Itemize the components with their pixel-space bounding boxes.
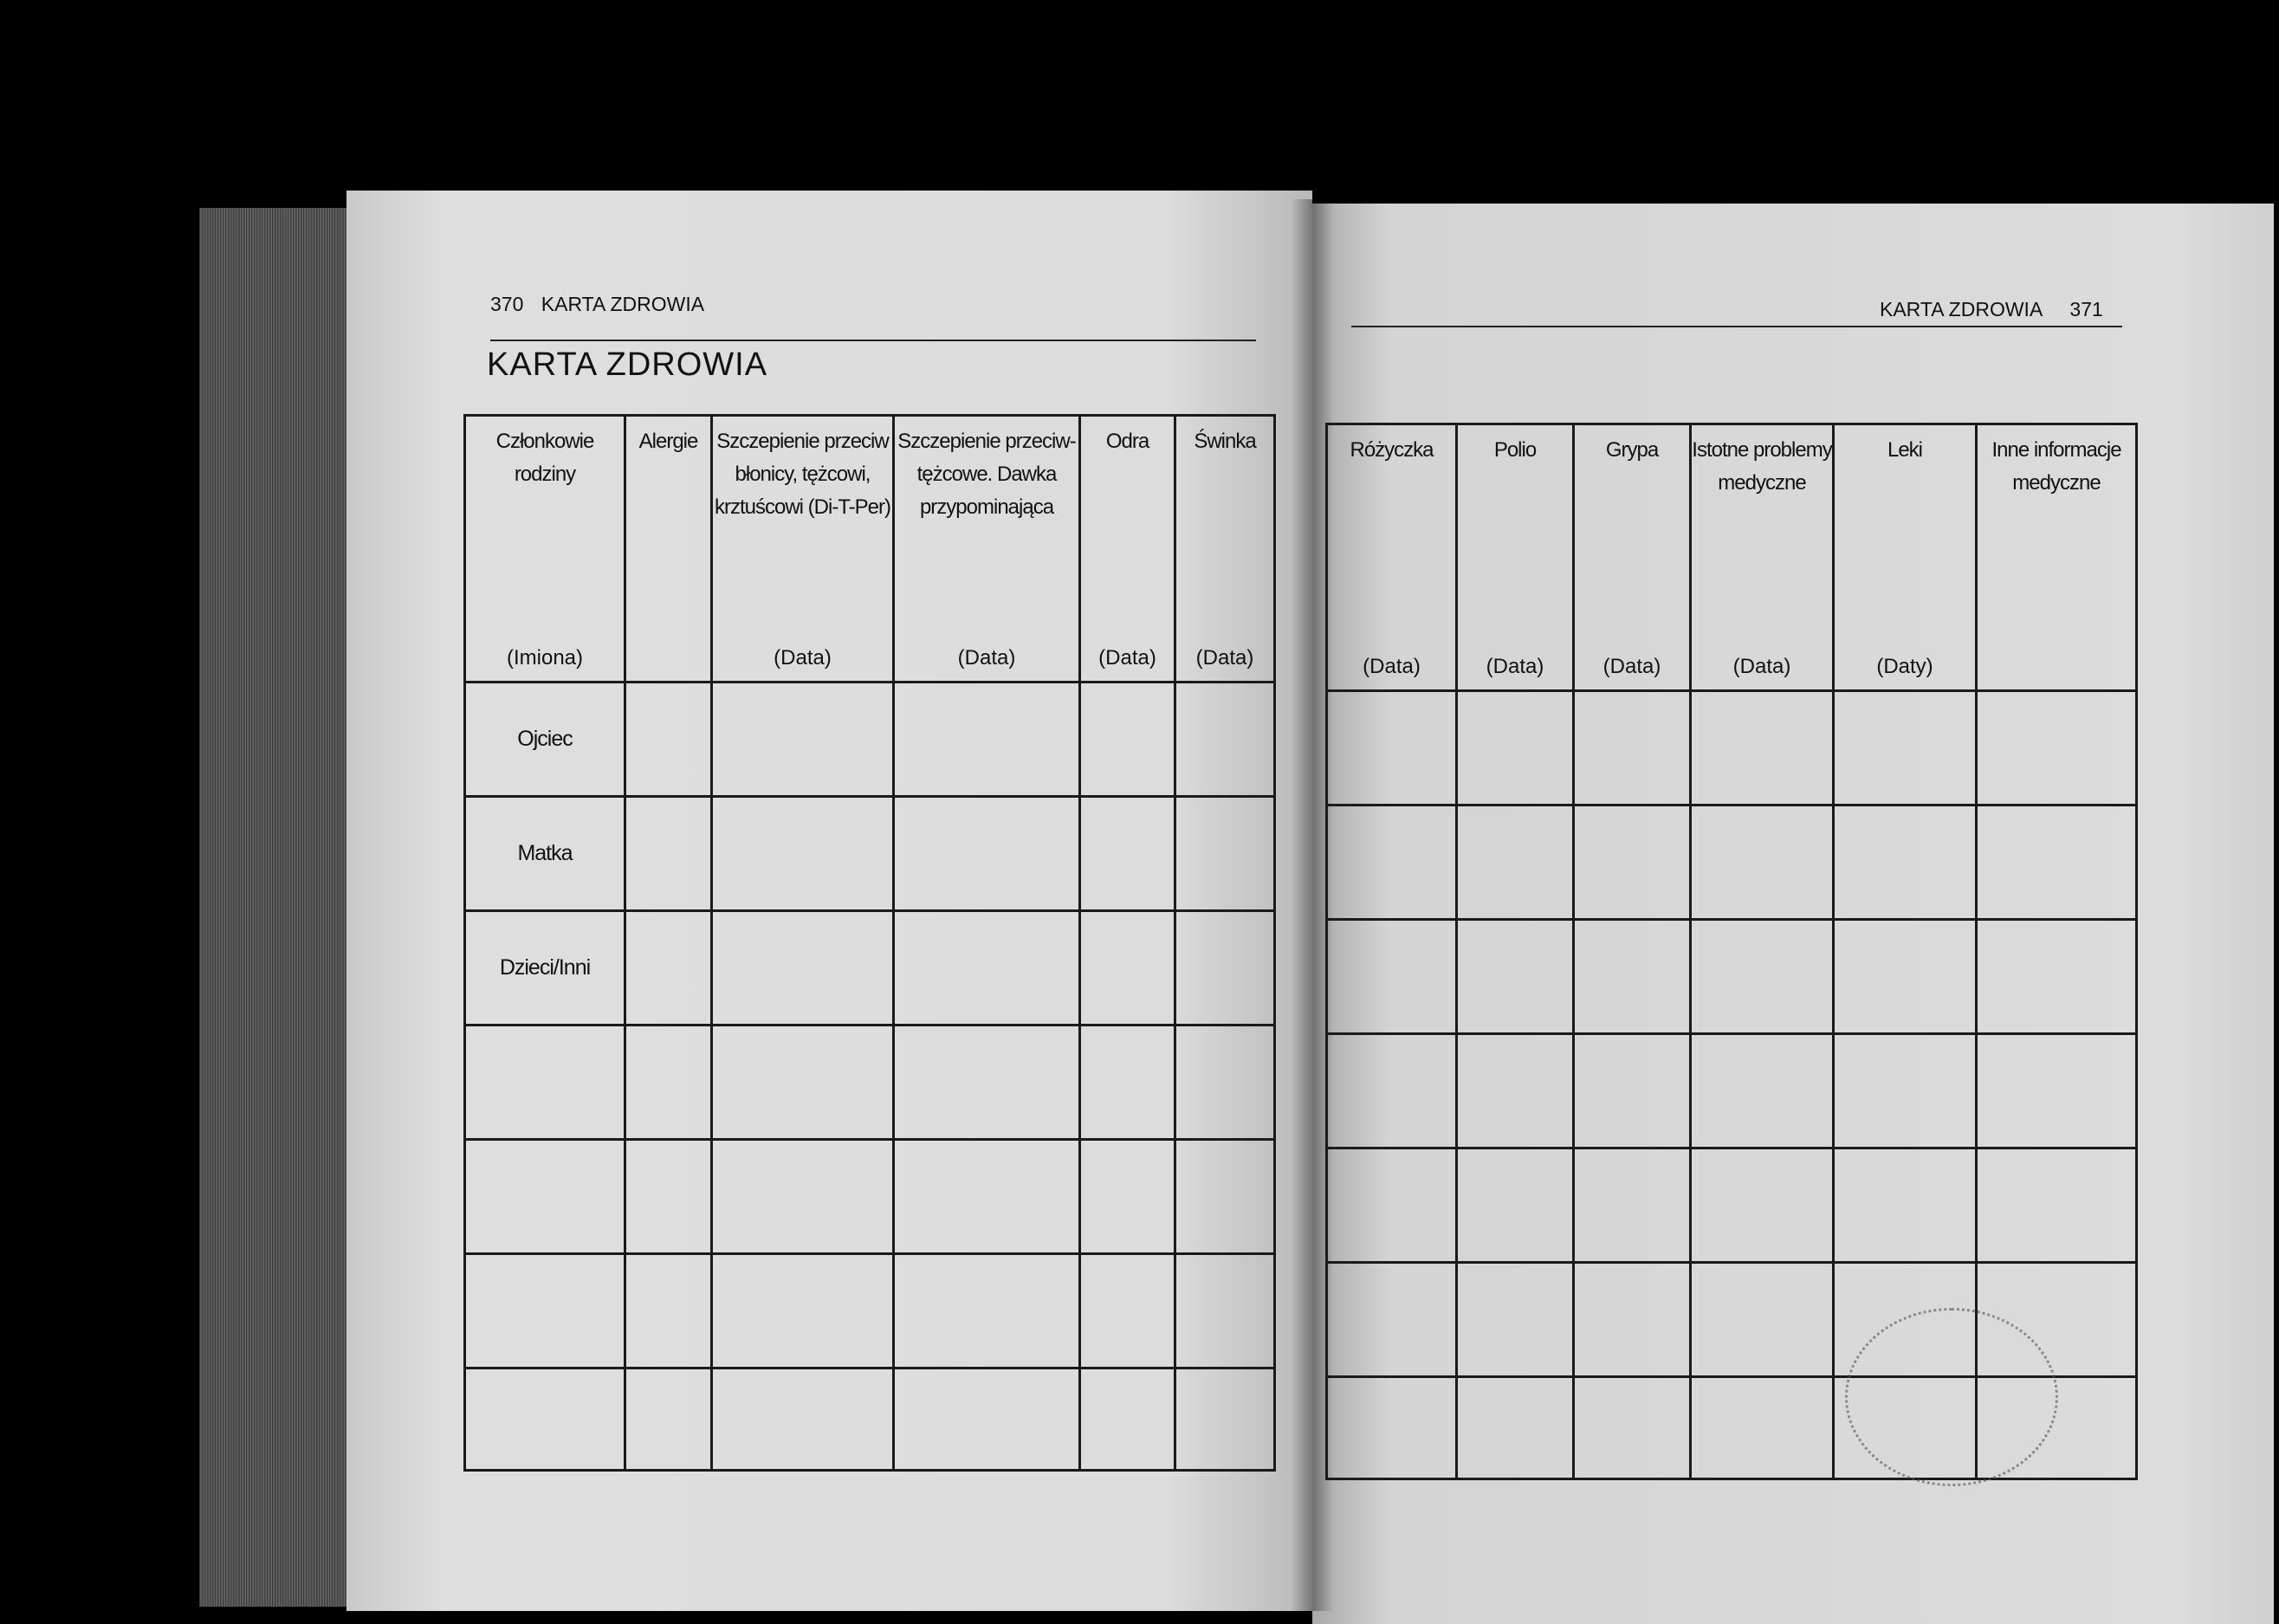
table-row [465,797,1275,911]
column-header: Szczepienie przeciw-tężcowe. Dawka przypominająca (Data) [894,416,1080,683]
row-label [465,1026,625,1140]
library-stamp [1845,1308,2058,1486]
row-label: Matka [465,797,625,911]
left-page-number: 370 [490,293,524,315]
page-title: KARTA ZDROWIA [487,346,768,383]
row-label: Ojciec [465,683,625,797]
table-row [465,1368,1275,1471]
table-row [465,1140,1275,1254]
table-row [465,1026,1275,1140]
table-row [1327,1034,2137,1148]
table-row [465,911,1275,1026]
column-header: Leki (Daty) [1834,424,1977,691]
column-header: Członkowie rodziny (Imiona) [465,416,625,683]
right-header-rule [1351,326,2122,327]
health-chart-left-table [463,414,1276,1472]
row-label [465,1368,625,1471]
column-header: Różyczka (Data) [1327,424,1457,691]
row-label [465,1140,625,1254]
table-row [465,1254,1275,1368]
health-chart-right-table [1325,423,2138,1480]
column-header: Istotne problemy medyczne (Data) [1691,424,1834,691]
table-row [465,683,1275,797]
left-running-head-text: KARTA ZDROWIA [541,293,705,315]
row-label: Dzieci/Inni [465,911,625,1026]
column-header: Szczepienie przeciw błonicy, tężcowi, krztuścowi (Di-T-Per) (Data) [712,416,894,683]
book-page-edges [199,208,359,1607]
column-header: Inne informacje medyczne [1977,424,2137,691]
header-row [465,416,1275,683]
row-label [465,1254,625,1368]
column-header: Alergie [625,416,712,683]
column-header: Świnka (Data) [1175,416,1275,683]
table-row [1327,920,2137,1034]
right-page-number: 371 [2069,298,2103,320]
column-header: Polio (Data) [1457,424,1574,691]
table-row [1327,1148,2137,1263]
right-running-head-text: KARTA ZDROWIA [1880,298,2043,320]
left-running-head [490,293,704,316]
right-running-head [1880,298,2103,321]
column-header: Odra (Data) [1080,416,1175,683]
header-row [1327,424,2137,691]
table-row [1327,691,2137,806]
table-row [1327,806,2137,920]
left-header-rule [490,340,1256,341]
column-header: Grypa (Data) [1574,424,1691,691]
